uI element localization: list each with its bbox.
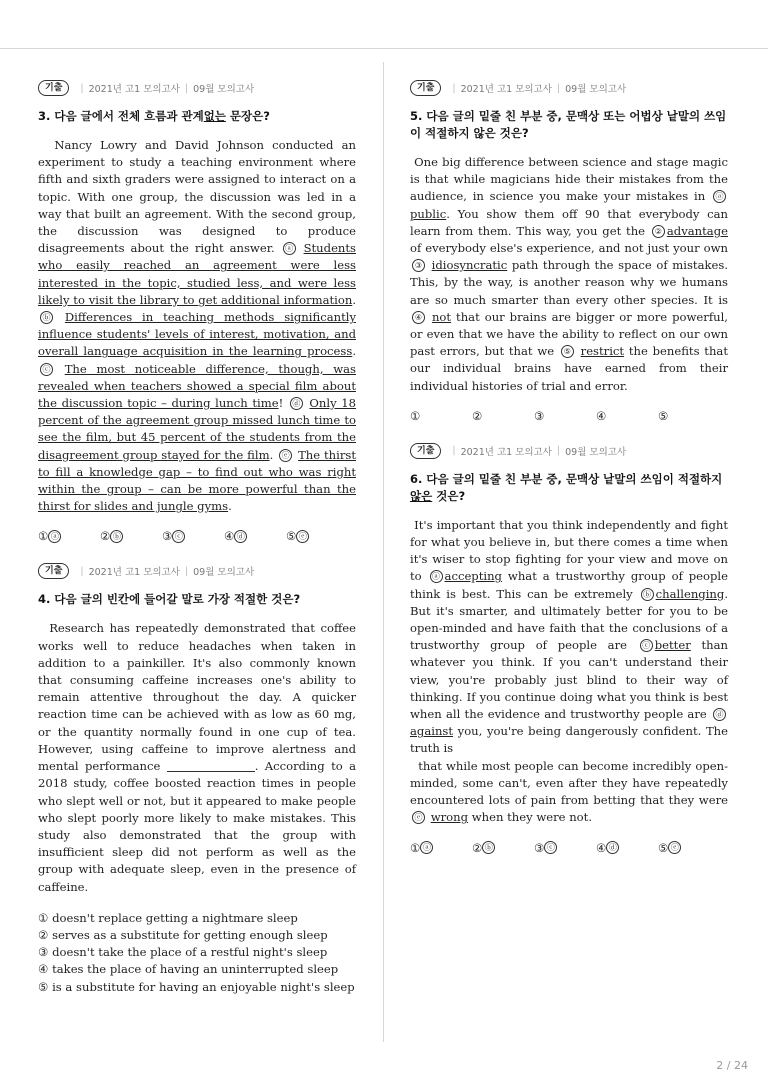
choice-2[interactable]: ② ⓑ [100,529,162,543]
exam-badge: 기출 [410,80,441,96]
answer-choices [38,529,356,543]
source-tag: 기출 | 2021년 고1 모의고사 | 09월 모의고사 [410,80,728,96]
source-year: 2021년 고1 모의고사 [460,84,552,95]
header-rule [0,48,768,49]
exam-badge: 기출 [410,443,441,459]
question-title: 6. 다음 글의 밑줄 친 부분 중, 문맥상 낱말의 쓰임이 적절하지 않은 것은? [410,471,723,503]
right-column [410,80,728,875]
exam-badge: 기출 [38,80,69,96]
choice-4[interactable]: ④ takes the place of having an uninterrupted sleep [38,962,339,977]
source-tag: 기출 | 2021년 고1 모의고사 | 09월 모의고사 [38,563,356,579]
answer-blank [167,760,255,772]
question-title: 5. 다음 글의 밑줄 친 부분 중, 문맥상 또는 어법상 낱말의 쓰임이 적절하지 않은 것은? [410,109,727,140]
source-year: 2021년 고1 모의고사 [88,567,180,579]
choice-3[interactable]: ③ ⓒ [534,841,596,855]
source-month: 09월 모의고사 [193,84,255,95]
column-divider [383,62,384,1042]
exam-badge: 기출 [38,563,69,579]
choice-4[interactable]: ④ ⓓ [596,841,658,855]
choice-3[interactable]: ③ ⓒ [162,529,224,543]
choice-2[interactable]: ② [472,408,483,423]
choice-3[interactable]: ③ doesn't take the place of a restful night's sleep [38,945,328,960]
question-passage: Nancy Lowry and David Johnson conducted an experiment to study a teaching environment where fifth and sixth graders were assigned to interact on a topic. With one group, the discussion was led in a way that built an agreement. With the second group, the discussion was designed to produce disagreements about the right answer. ⓐ Students who easily reached an agreement were less interested in the topic, studied less, and were less likely to visit the library to get additional information. ⓑ Differences in teaching methods significantly influence students' levels of interest, motivation, and overall language acquisition in the learning process. ⓒ The most noticeable difference, though, was revealed when teachers showed a special film about the discussion topic – during lunch time! ⓓ Only 18 percent of the agreement group missed lunch time to see the film, but 45 percent of the students from the disagreement group stayed for the film. ⓔ The thirst to fill a knowledge gap – to find out who was right within the group – can be more powerful than the thirst for slides and jungle gyms. [38,138,357,514]
marker-a: ⓐ [283,242,296,255]
source-tag: 기출 | 2021년 고1 모의고사 | 09월 모의고사 [410,443,728,459]
choice-5[interactable]: ⑤ ⓔ [286,529,348,543]
choice-2[interactable]: ② ⓑ [472,841,534,855]
choice-1[interactable]: ① [410,408,421,423]
question-6 [410,443,728,855]
choice-5[interactable]: ⑤ ⓔ [658,841,720,855]
choice-5[interactable]: ⑤ [658,408,669,423]
question-title: 3. 다음 글에서 전체 흐름과 관계없는 문장은? [38,109,270,123]
source-month: 09월 모의고사 [565,84,627,95]
choice-5[interactable]: ⑤ is a substitute for having an enjoyable night's sleep [38,979,355,994]
choice-4[interactable]: ④ [596,408,607,423]
question-5 [410,80,728,423]
choice-4[interactable]: ④ ⓓ [224,529,286,543]
marker-b: ⓑ [40,311,53,324]
marker-c: ⓒ [40,363,53,376]
marker-e: ⓔ [279,449,292,462]
choice-1[interactable]: ① doesn't replace getting a nightmare sleep [38,910,298,925]
question-passage: It's important that you think independently and fight for what you believe in, but there comes a time when it's wiser to stop fighting for your view and move on to ⓐ accepting what a trustworthy group of people think is best. This can be extremely ⓑ challenging. But it's smarter, and ultimately better for you to be open-minded and have faith that the conclusions of a trustworthy group of people are ⓒ better than whatever you think. If you can't understand their view, you're probably just blind to their way of thinking. If you continue doing what you think is best when all the evidence and trustworthy people are ⓓ against you, you're being dangerously confident. The truth is that while most people can become incredibly open-minded, some can't, even after they have repeatedly encountered lots of pain from betting that they were ⓔ wrong when they were not. [410,517,729,825]
left-column [38,80,356,1016]
choice-2[interactable]: ② serves as a substitute for getting enough sleep [38,927,328,942]
source-year: 2021년 고1 모의고사 [88,84,180,95]
source-year: 2021년 고1 모의고사 [460,446,552,458]
question-3 [38,80,356,543]
source-tag: 기출 | 2021년 고1 모의고사 | 09월 모의고사 [38,80,356,96]
marker-d: ⓓ [290,397,303,410]
choice-1[interactable]: ① ⓐ [38,529,100,543]
choice-3[interactable]: ③ [534,408,545,423]
page-number: 2 / 24 [716,1059,748,1072]
answer-choices [38,910,356,996]
source-month: 09월 모의고사 [193,567,255,579]
choice-1[interactable]: ① ⓐ [410,841,472,855]
question-4 [38,563,356,995]
answer-choices [410,841,728,855]
answer-choices [410,409,728,423]
question-passage: One big difference between science and stage magic is that while magicians hide their mistakes from the audience, in science you make your mistakes in ⓐ public. You show them off 90 that everybody can learn from them. This way, you get the ② advantage of everybody else's experience, and not just your own ③ idiosyncratic path through the space of mistakes. This, by the way, is another reason why we humans are so much smarter than every other species. It is ④ not that our brains are bigger or more powerful, or even that we have the ability to reflect on our own past errors, but that we ⑤ restrict the benefits that our individual brains have earned from their individual histories of trial and error. [410,155,729,393]
source-month: 09월 모의고사 [565,446,627,458]
question-title: 4. 다음 글의 빈칸에 들어갈 말로 가장 적절한 것은? [38,592,301,607]
question-passage: Research has repeatedly demonstrated that coffee works well to reduce headaches when taken in addition to a painkiller. It's also commonly known that consuming caffeine increases one's ability to remain attentive throughout the day. A quicker reaction time can be achieved with as low as 60 mg, or the quantity normally found in one cup of tea. However, using caffeine to improve alertness and mental performance . According to a 2018 study, coffee boosted reaction times in people who slept well or not, but it appeared to make people who slept poorly more likely to make mistakes. This study also demonstrated that the group with insufficient sleep did not perform as well as the group with adequate sleep, even in the presence of caffeine. [38,621,356,894]
